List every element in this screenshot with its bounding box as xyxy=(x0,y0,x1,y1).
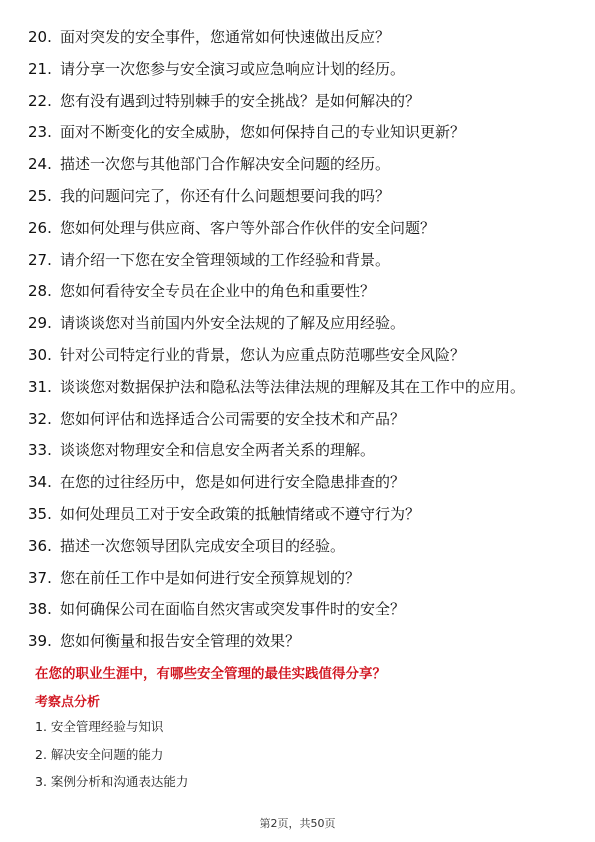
question-text: 面对不断变化的安全威胁，您如何保持自己的专业知识更新？ xyxy=(60,123,466,142)
question-text: 如何确保公司在面临自然灾害或突发事件时的安全？ xyxy=(60,600,406,619)
question-text: 请谈谈您对当前国内外安全法规的了解及应用经验。 xyxy=(60,314,406,333)
question-item xyxy=(28,376,573,399)
question-text: 针对公司特定行业的背景，您认为应重点防范哪些安全风险？ xyxy=(60,345,466,364)
question-item xyxy=(28,121,573,144)
question-list xyxy=(28,26,573,662)
question-text: 谈谈您对物理安全和信息安全两者关系的理解。 xyxy=(60,441,376,460)
question-text: 您有没有遇到过特别棘手的安全挑战？是如何解决的？ xyxy=(60,91,421,110)
question-item xyxy=(28,249,573,272)
question-number: 32. xyxy=(28,409,52,428)
question-item xyxy=(28,598,573,621)
question-item xyxy=(28,535,573,558)
question-item xyxy=(28,567,573,590)
question-text: 您如何处理与供应商、客户等外部合作伙伴的安全问题？ xyxy=(60,218,436,237)
question-item xyxy=(28,630,573,653)
question-item xyxy=(28,280,573,303)
question-number: 28. xyxy=(28,282,52,301)
question-item xyxy=(28,153,573,176)
question-text: 您在前任工作中是如何进行安全预算规划的？ xyxy=(60,568,361,587)
analysis-title: 考察点分析 xyxy=(35,695,101,710)
question-text: 您如何衡量和报告安全管理的效果？ xyxy=(60,632,301,651)
question-number: 26. xyxy=(28,218,52,237)
question-item xyxy=(28,185,573,208)
question-text: 您如何看待安全专员在企业中的角色和重要性？ xyxy=(60,282,376,301)
question-item xyxy=(28,408,573,431)
highlight-question: 在您的职业生涯中，有哪些安全管理的最佳实践值得分享？ xyxy=(35,666,386,682)
analysis-point: 2. 解决安全问题的能力 xyxy=(35,746,164,762)
question-number: 27. xyxy=(28,250,52,269)
question-number: 22. xyxy=(28,91,52,110)
question-number: 30. xyxy=(28,345,52,364)
question-number: 35. xyxy=(28,504,52,523)
question-item xyxy=(28,344,573,367)
question-number: 23. xyxy=(28,123,52,142)
analysis-points xyxy=(35,718,188,801)
question-number: 33. xyxy=(28,441,52,460)
question-text: 请介绍一下您在安全管理领域的工作经验和背景。 xyxy=(60,250,391,269)
question-number: 21. xyxy=(28,59,52,78)
question-text: 描述一次您领导团队完成安全项目的经验。 xyxy=(60,536,346,555)
question-number: 37. xyxy=(28,568,52,587)
question-number: 38. xyxy=(28,600,52,619)
question-item xyxy=(28,503,573,526)
analysis-point: 1. 安全管理经验与知识 xyxy=(35,719,164,734)
question-text: 如何处理员工对于安全政策的抵触情绪或不遵守行为？ xyxy=(60,504,421,523)
question-item xyxy=(28,471,573,494)
question-item xyxy=(28,90,573,113)
question-item xyxy=(28,439,573,462)
question-text: 您如何评估和选择适合公司需要的安全技术和产品？ xyxy=(60,409,406,428)
question-item xyxy=(28,217,573,240)
question-text: 面对突发的安全事件，您通常如何快速做出反应？ xyxy=(60,28,391,46)
page-footer: 第2页，共50页 xyxy=(259,817,336,830)
question-text: 我的问题问完了，你还有什么问题想要问我的吗？ xyxy=(60,186,391,205)
question-item xyxy=(28,58,573,81)
question-text: 描述一次您与其他部门合作解决安全问题的经历。 xyxy=(60,155,391,174)
question-item xyxy=(28,312,573,335)
question-number: 39. xyxy=(28,632,52,651)
question-text: 在您的过往经历中，您是如何进行安全隐患排查的？ xyxy=(60,473,406,492)
question-number: 34. xyxy=(28,473,52,492)
analysis-point: 3. 案例分析和沟通表达能力 xyxy=(35,774,189,789)
question-number: 25. xyxy=(28,186,52,205)
question-number: 29. xyxy=(28,314,52,333)
question-number: 36. xyxy=(28,536,52,555)
question-text: 请分享一次您参与安全演习或应急响应计划的经历。 xyxy=(60,59,406,78)
question-number: 20. xyxy=(28,28,52,46)
question-number: 24. xyxy=(28,155,52,174)
question-number: 31. xyxy=(28,377,52,396)
question-item xyxy=(28,26,573,49)
question-text: 谈谈您对数据保护法和隐私法等法律法规的理解及其在工作中的应用。 xyxy=(60,377,526,396)
